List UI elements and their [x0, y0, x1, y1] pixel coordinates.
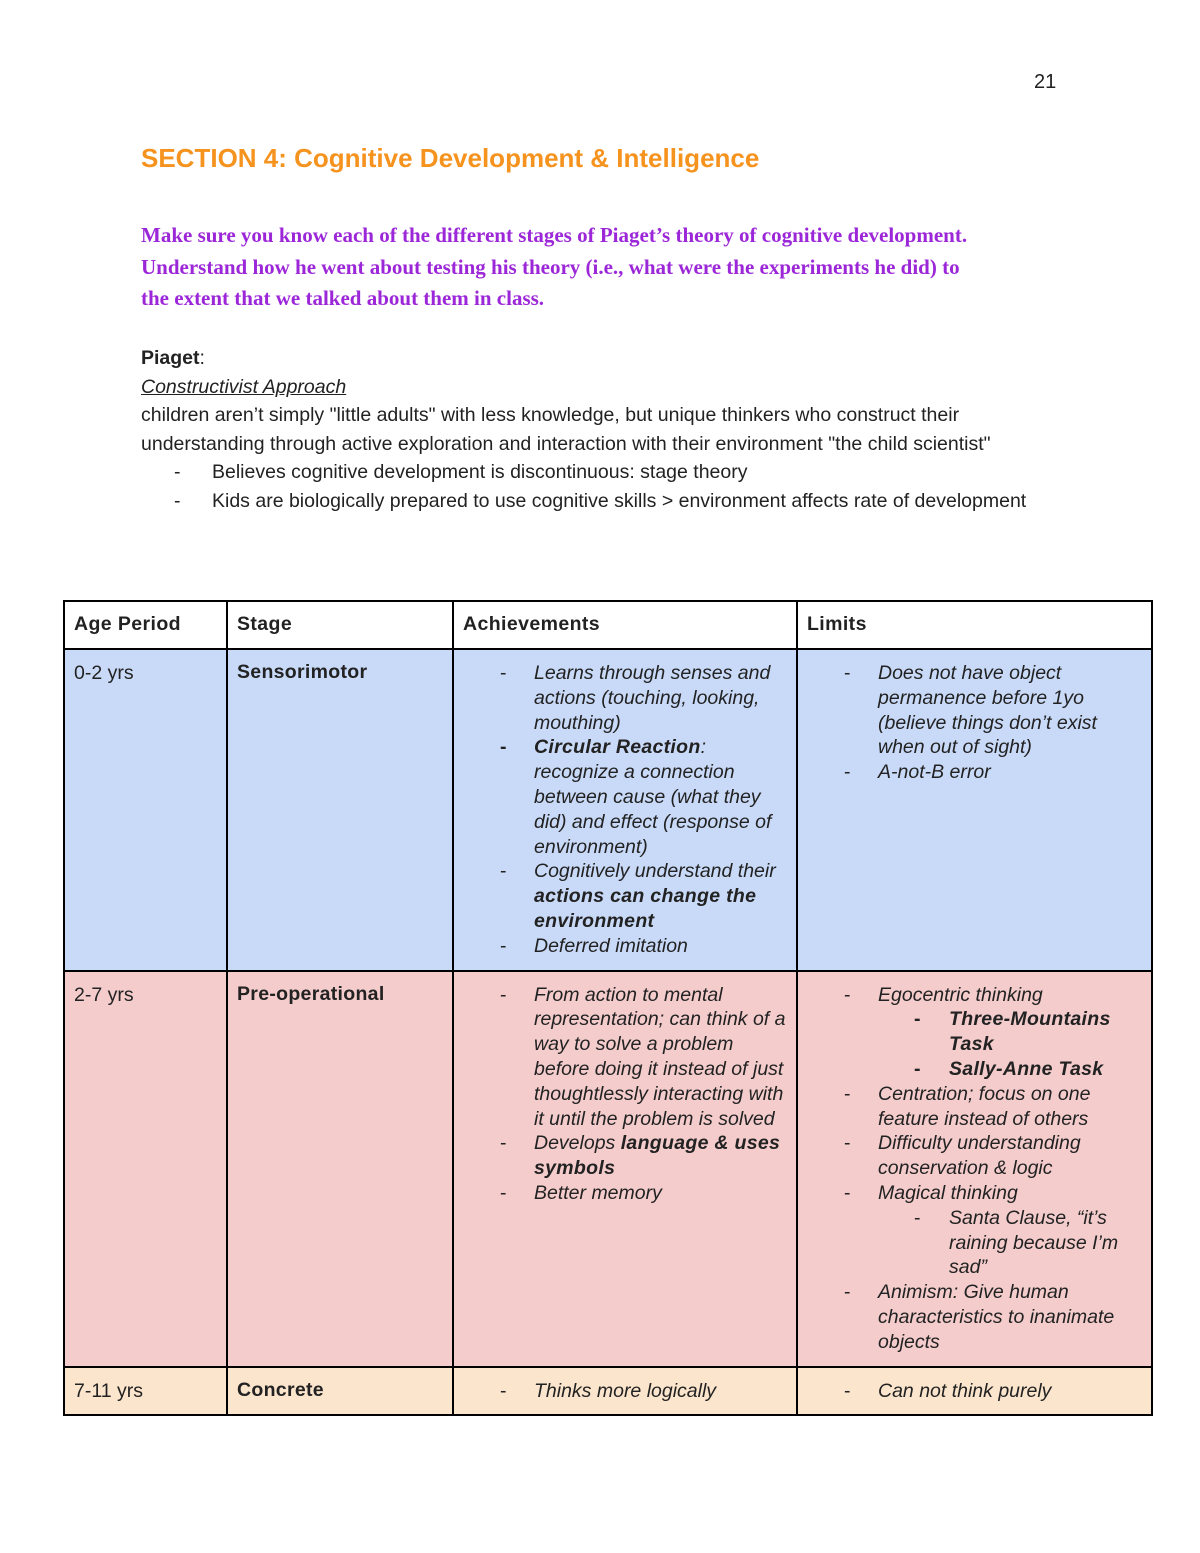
limits-list: [807, 1379, 1142, 1404]
term-text: Three-Mountains Task: [949, 1008, 1111, 1056]
header-limits: Limits: [797, 601, 1152, 649]
list-item: [807, 1280, 1142, 1354]
sub-list-item: [807, 1007, 1142, 1057]
piaget-bullets: [141, 458, 1071, 515]
list-item: [463, 1379, 787, 1404]
list-item: [807, 1379, 1142, 1404]
piaget-stages-table: [63, 600, 1153, 1416]
table-row: [64, 1367, 1152, 1416]
achievements-cell: [453, 1367, 797, 1416]
item-text: Learns through senses and actions (touching, looking, mouthing): [534, 662, 771, 734]
achievements-cell: [453, 971, 797, 1367]
term-text: Circular Reaction: [534, 736, 701, 759]
list-item: [807, 1131, 1142, 1181]
item-text: Deferred imitation: [534, 934, 688, 957]
item-text: From action to mental representation; can think of a way to solve a problem before doing it instead of just thoughtlessly interacting with it until the problem is solved: [534, 983, 786, 1130]
sub-list-item: [807, 1057, 1142, 1082]
list-item: [463, 661, 787, 735]
sub-list-item: [807, 1206, 1142, 1280]
item-text: Can not think purely: [878, 1379, 1052, 1402]
list-item: [807, 1181, 1142, 1206]
list-item: [463, 859, 787, 933]
dash-marker: -: [844, 1181, 851, 1204]
piaget-heading: Piaget: [141, 347, 200, 369]
item-text: Does not have object permanence before 1yo (believe things don’t exist when out of sight): [878, 662, 1097, 759]
dash-marker: -: [500, 662, 507, 684]
dash-marker: -: [174, 489, 181, 512]
item-text: : recognize a connection between cause (what they did) and effect (response of environment): [534, 736, 772, 858]
term-text: actions can change the environment: [534, 885, 757, 932]
item-text: Develops: [534, 1132, 621, 1155]
header-age-period: Age Period: [64, 601, 227, 649]
list-item: [807, 661, 1142, 760]
limits-cell: [797, 649, 1152, 971]
term-text: Sally-Anne Task: [949, 1057, 1104, 1080]
dash-marker: -: [914, 1206, 921, 1229]
stage-cell: Sensorimotor: [227, 649, 453, 971]
piaget-intro: [141, 344, 1071, 516]
achievements-cell: [453, 649, 797, 971]
item-text: Better memory: [534, 1181, 662, 1204]
limits-cell: [797, 1367, 1152, 1416]
list-item: [807, 1082, 1142, 1132]
item-text: Magical thinking: [878, 1181, 1018, 1204]
table-row: [64, 649, 1152, 971]
dash-marker: -: [914, 1008, 921, 1031]
list-item: [141, 487, 1071, 516]
achievements-list: [463, 1379, 787, 1404]
piaget-heading-line: [141, 344, 1071, 373]
item-text: Thinks more logically: [534, 1379, 717, 1402]
list-item: [463, 934, 787, 959]
age-cell: 2-7 yrs: [64, 971, 227, 1367]
limits-cell: [797, 971, 1152, 1367]
table-header-row: [64, 601, 1152, 649]
dash-marker: -: [914, 1057, 921, 1080]
dash-marker: -: [844, 1082, 851, 1105]
stage-cell: Concrete: [227, 1367, 453, 1416]
list-item: [463, 735, 787, 859]
age-cell: 0-2 yrs: [64, 649, 227, 971]
achievements-list: [463, 661, 787, 959]
item-text: Difficulty understanding conservation & logic: [878, 1132, 1081, 1180]
dash-marker: -: [174, 461, 181, 484]
dash-marker: -: [500, 934, 507, 957]
item-text: Centration; focus on one feature instead of others: [878, 1082, 1091, 1130]
instructions-paragraph: Make sure you know each of the different stages of Piaget’s theory of cognitive development. Understand how he went about testing his theory (i.e., what were the experiments he did) to the extent that we talked about them in class.: [141, 223, 968, 310]
item-text: Animism: Give human characteristics to inanimate objects: [878, 1281, 1115, 1353]
dash-marker: -: [500, 736, 507, 759]
item-text: Cognitively understand their: [534, 860, 776, 883]
table-row: [64, 971, 1152, 1367]
limits-list: [807, 983, 1142, 1355]
achievements-list: [463, 983, 787, 1206]
piaget-description: children aren’t simply "little adults" with less knowledge, but unique thinkers who construct their understanding through active exploration and interaction with their environment "the child scientist": [141, 404, 991, 455]
dash-marker: -: [844, 1132, 851, 1155]
header-achievements: Achievements: [453, 601, 797, 649]
dash-marker: -: [844, 983, 851, 1006]
list-item: [141, 458, 1071, 487]
dash-marker: -: [500, 1379, 507, 1402]
item-text: A-not-B error: [878, 761, 991, 784]
stage-cell: Pre-operational: [227, 971, 453, 1367]
dash-marker: -: [844, 761, 851, 784]
page-number: 21: [1034, 71, 1057, 93]
bullet-text: Kids are biologically prepared to use cognitive skills > environment affects rate of development: [212, 489, 1027, 512]
header-stage: Stage: [227, 601, 453, 649]
list-item: [463, 983, 787, 1132]
approach-title: Constructivist Approach: [141, 375, 347, 398]
piaget-heading-colon: :: [199, 347, 205, 369]
item-text: Santa Clause, “it’s raining because I’m sad”: [949, 1206, 1119, 1279]
item-text: Egocentric thinking: [878, 983, 1043, 1006]
dash-marker: -: [500, 983, 507, 1006]
term-text: language & uses symbols: [534, 1132, 781, 1180]
dash-marker: -: [500, 860, 507, 883]
list-item: [807, 983, 1142, 1008]
list-item: [807, 760, 1142, 785]
limits-list: [807, 661, 1142, 785]
dash-marker: -: [500, 1181, 507, 1204]
dash-marker: -: [844, 1281, 851, 1304]
list-item: [463, 1181, 787, 1206]
bullet-text: Believes cognitive development is discontinuous: stage theory: [212, 461, 748, 484]
age-cell: 7-11 yrs: [64, 1367, 227, 1416]
section-title: SECTION 4: Cognitive Development & Intelligence: [141, 143, 760, 173]
list-item: [463, 1131, 787, 1181]
dash-marker: -: [500, 1132, 507, 1155]
dash-marker: -: [844, 1379, 851, 1402]
dash-marker: -: [844, 662, 851, 684]
